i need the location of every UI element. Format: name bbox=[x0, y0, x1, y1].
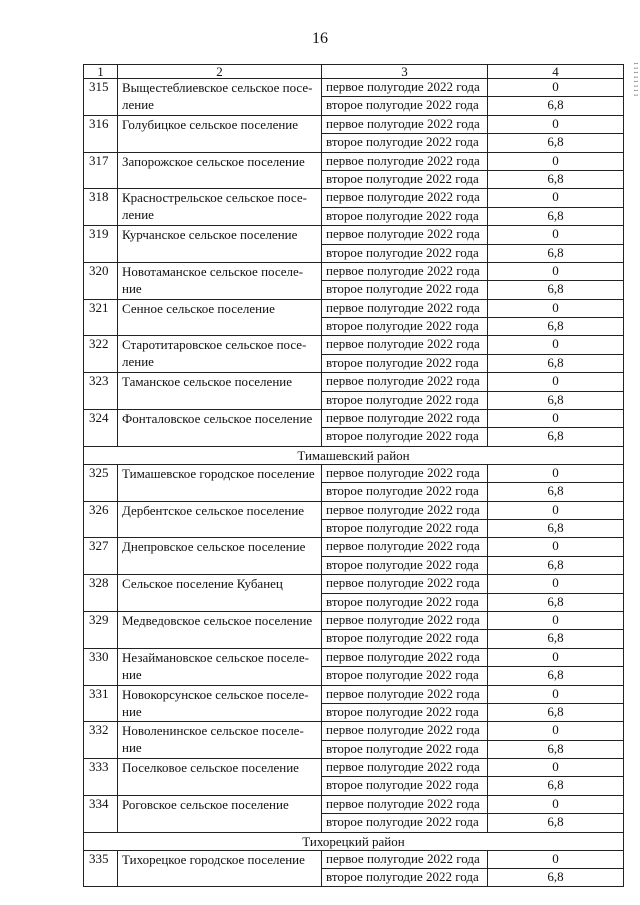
period-label: второе полугодие 2022 года bbox=[322, 170, 488, 188]
period-value: 0 bbox=[488, 850, 624, 868]
row-number: 319 bbox=[84, 226, 118, 263]
period-value: 0 bbox=[488, 410, 624, 428]
period-label: второе полугодие 2022 года bbox=[322, 207, 488, 225]
period-value: 0 bbox=[488, 262, 624, 280]
period-label: второе полугодие 2022 года bbox=[322, 740, 488, 758]
period-label: первое полугодие 2022 года bbox=[322, 759, 488, 777]
allocation-table bbox=[83, 64, 624, 887]
period-value: 0 bbox=[488, 648, 624, 666]
table-row bbox=[84, 464, 624, 482]
settlement-name: Новоленинское сельское поселе- ние bbox=[118, 722, 322, 759]
period-label: второе полугодие 2022 года bbox=[322, 667, 488, 685]
period-value: 0 bbox=[488, 336, 624, 354]
district-title: Тимашевский район bbox=[84, 446, 624, 464]
period-label: первое полугодие 2022 года bbox=[322, 611, 488, 629]
table-row bbox=[84, 189, 624, 207]
period-label: второе полугодие 2022 года bbox=[322, 97, 488, 115]
period-label: второе полугодие 2022 года bbox=[322, 391, 488, 409]
period-label: второе полугодие 2022 года bbox=[322, 593, 488, 611]
row-number: 334 bbox=[84, 795, 118, 832]
table-row bbox=[84, 336, 624, 354]
row-number: 322 bbox=[84, 336, 118, 373]
row-number: 325 bbox=[84, 464, 118, 501]
period-label: второе полугодие 2022 года bbox=[322, 519, 488, 537]
period-label: первое полугодие 2022 года bbox=[322, 226, 488, 244]
period-label: второе полугодие 2022 года bbox=[322, 814, 488, 832]
period-label: второе полугодие 2022 года bbox=[322, 281, 488, 299]
row-number: 323 bbox=[84, 373, 118, 410]
table-row bbox=[84, 648, 624, 666]
period-value: 0 bbox=[488, 722, 624, 740]
period-value: 0 bbox=[488, 299, 624, 317]
table-row bbox=[84, 226, 624, 244]
header-cell-1: 1 bbox=[84, 65, 118, 79]
header-cell-4: 4 bbox=[488, 65, 624, 79]
period-value: 6,8 bbox=[488, 777, 624, 795]
period-value: 0 bbox=[488, 685, 624, 703]
row-number: 324 bbox=[84, 410, 118, 447]
period-label: второе полугодие 2022 года bbox=[322, 630, 488, 648]
period-label: первое полугодие 2022 года bbox=[322, 189, 488, 207]
period-value: 6,8 bbox=[488, 170, 624, 188]
period-label: первое полугодие 2022 года bbox=[322, 410, 488, 428]
period-value: 6,8 bbox=[488, 428, 624, 446]
district-row bbox=[84, 832, 624, 850]
table-row bbox=[84, 611, 624, 629]
table-row bbox=[84, 759, 624, 777]
settlement-name: Краснострельское сельское посе- ление bbox=[118, 189, 322, 226]
period-value: 6,8 bbox=[488, 703, 624, 721]
table-row bbox=[84, 79, 624, 97]
period-label: первое полугодие 2022 года bbox=[322, 373, 488, 391]
period-value: 6,8 bbox=[488, 519, 624, 537]
settlement-name: Поселковое сельское поселение bbox=[118, 759, 322, 796]
period-value: 0 bbox=[488, 795, 624, 813]
period-label: второе полугодие 2022 года bbox=[322, 134, 488, 152]
period-value: 0 bbox=[488, 115, 624, 133]
settlement-name: Роговское сельское поселение bbox=[118, 795, 322, 832]
period-value: 0 bbox=[488, 759, 624, 777]
period-value: 6,8 bbox=[488, 630, 624, 648]
period-label: первое полугодие 2022 года bbox=[322, 79, 488, 97]
period-label: первое полугодие 2022 года bbox=[322, 850, 488, 868]
table-row bbox=[84, 262, 624, 280]
header-cell-3: 3 bbox=[322, 65, 488, 79]
settlement-name: Тимашевское городское поселение bbox=[118, 464, 322, 501]
district-row bbox=[84, 446, 624, 464]
table-row bbox=[84, 795, 624, 813]
period-label: второе полугодие 2022 года bbox=[322, 318, 488, 336]
period-value: 6,8 bbox=[488, 556, 624, 574]
table-row bbox=[84, 722, 624, 740]
period-value: 0 bbox=[488, 501, 624, 519]
row-number: 320 bbox=[84, 262, 118, 299]
margin-marks: 1 1 1 1 1 1 1 1 bbox=[632, 62, 638, 97]
period-value: 6,8 bbox=[488, 740, 624, 758]
period-value: 6,8 bbox=[488, 667, 624, 685]
table-row bbox=[84, 115, 624, 133]
period-label: второе полугодие 2022 года bbox=[322, 556, 488, 574]
period-label: первое полугодие 2022 года bbox=[322, 722, 488, 740]
row-number: 316 bbox=[84, 115, 118, 152]
period-value: 6,8 bbox=[488, 354, 624, 372]
row-number: 335 bbox=[84, 850, 118, 887]
settlement-name: Запорожское сельское поселение bbox=[118, 152, 322, 189]
period-value: 0 bbox=[488, 575, 624, 593]
row-number: 327 bbox=[84, 538, 118, 575]
row-number: 315 bbox=[84, 79, 118, 116]
table-row bbox=[84, 538, 624, 556]
header-cell-2: 2 bbox=[118, 65, 322, 79]
period-label: второе полугодие 2022 года bbox=[322, 777, 488, 795]
period-value: 0 bbox=[488, 152, 624, 170]
period-label: первое полугодие 2022 года bbox=[322, 648, 488, 666]
settlement-name: Незаймановское сельское поселе- ние bbox=[118, 648, 322, 685]
settlement-name: Новокорсунское сельское поселе- ние bbox=[118, 685, 322, 722]
period-label: второе полугодие 2022 года bbox=[322, 869, 488, 887]
period-value: 6,8 bbox=[488, 207, 624, 225]
row-number: 321 bbox=[84, 299, 118, 336]
settlement-name: Выщестеблиевское сельское посе- ление bbox=[118, 79, 322, 116]
row-number: 328 bbox=[84, 575, 118, 612]
period-label: первое полугодие 2022 года bbox=[322, 538, 488, 556]
period-value: 0 bbox=[488, 538, 624, 556]
table-row bbox=[84, 685, 624, 703]
period-value: 6,8 bbox=[488, 318, 624, 336]
settlement-name: Сельское поселение Кубанец bbox=[118, 575, 322, 612]
period-label: первое полугодие 2022 года bbox=[322, 115, 488, 133]
period-value: 0 bbox=[488, 226, 624, 244]
period-value: 0 bbox=[488, 464, 624, 482]
period-label: второе полугодие 2022 года bbox=[322, 354, 488, 372]
row-number: 331 bbox=[84, 685, 118, 722]
table-body bbox=[84, 65, 624, 887]
settlement-name: Таманское сельское поселение bbox=[118, 373, 322, 410]
period-label: первое полугодие 2022 года bbox=[322, 299, 488, 317]
period-label: первое полугодие 2022 года bbox=[322, 152, 488, 170]
period-value: 0 bbox=[488, 373, 624, 391]
table-row bbox=[84, 373, 624, 391]
table-row bbox=[84, 152, 624, 170]
settlement-name: Фонталовское сельское поселение bbox=[118, 410, 322, 447]
table-row bbox=[84, 501, 624, 519]
period-value: 6,8 bbox=[488, 97, 624, 115]
table-row bbox=[84, 575, 624, 593]
period-label: первое полугодие 2022 года bbox=[322, 685, 488, 703]
header-row bbox=[84, 65, 624, 79]
period-value: 6,8 bbox=[488, 483, 624, 501]
page-number: 16 bbox=[312, 30, 328, 47]
period-value: 0 bbox=[488, 189, 624, 207]
settlement-name: Курчанское сельское поселение bbox=[118, 226, 322, 263]
row-number: 326 bbox=[84, 501, 118, 538]
row-number: 318 bbox=[84, 189, 118, 226]
period-label: первое полугодие 2022 года bbox=[322, 464, 488, 482]
period-label: второе полугодие 2022 года bbox=[322, 428, 488, 446]
period-value: 6,8 bbox=[488, 281, 624, 299]
settlement-name: Новотаманское сельское поселе- ние bbox=[118, 262, 322, 299]
settlement-name: Сенное сельское поселение bbox=[118, 299, 322, 336]
row-number: 333 bbox=[84, 759, 118, 796]
period-value: 0 bbox=[488, 611, 624, 629]
period-label: первое полугодие 2022 года bbox=[322, 575, 488, 593]
settlement-name: Тихорецкое городское поселение bbox=[118, 850, 322, 887]
settlement-name: Голубицкое сельское поселение bbox=[118, 115, 322, 152]
row-number: 329 bbox=[84, 611, 118, 648]
period-label: первое полугодие 2022 года bbox=[322, 336, 488, 354]
row-number: 330 bbox=[84, 648, 118, 685]
row-number: 332 bbox=[84, 722, 118, 759]
district-title: Тихорецкий район bbox=[84, 832, 624, 850]
period-value: 6,8 bbox=[488, 814, 624, 832]
period-value: 6,8 bbox=[488, 391, 624, 409]
settlement-name: Старотитаровское сельское посе- ление bbox=[118, 336, 322, 373]
table-row bbox=[84, 410, 624, 428]
table-row bbox=[84, 299, 624, 317]
period-value: 6,8 bbox=[488, 134, 624, 152]
period-label: первое полугодие 2022 года bbox=[322, 501, 488, 519]
row-number: 317 bbox=[84, 152, 118, 189]
period-value: 6,8 bbox=[488, 869, 624, 887]
period-value: 6,8 bbox=[488, 244, 624, 262]
period-label: второе полугодие 2022 года bbox=[322, 703, 488, 721]
period-label: второе полугодие 2022 года bbox=[322, 244, 488, 262]
period-label: первое полугодие 2022 года bbox=[322, 262, 488, 280]
settlement-name: Медведовское сельское поселение bbox=[118, 611, 322, 648]
table-row bbox=[84, 850, 624, 868]
period-value: 6,8 bbox=[488, 593, 624, 611]
period-label: второе полугодие 2022 года bbox=[322, 483, 488, 501]
settlement-name: Дербентское сельское поселение bbox=[118, 501, 322, 538]
period-label: первое полугодие 2022 года bbox=[322, 795, 488, 813]
settlement-name: Днепровское сельское поселение bbox=[118, 538, 322, 575]
period-value: 0 bbox=[488, 79, 624, 97]
